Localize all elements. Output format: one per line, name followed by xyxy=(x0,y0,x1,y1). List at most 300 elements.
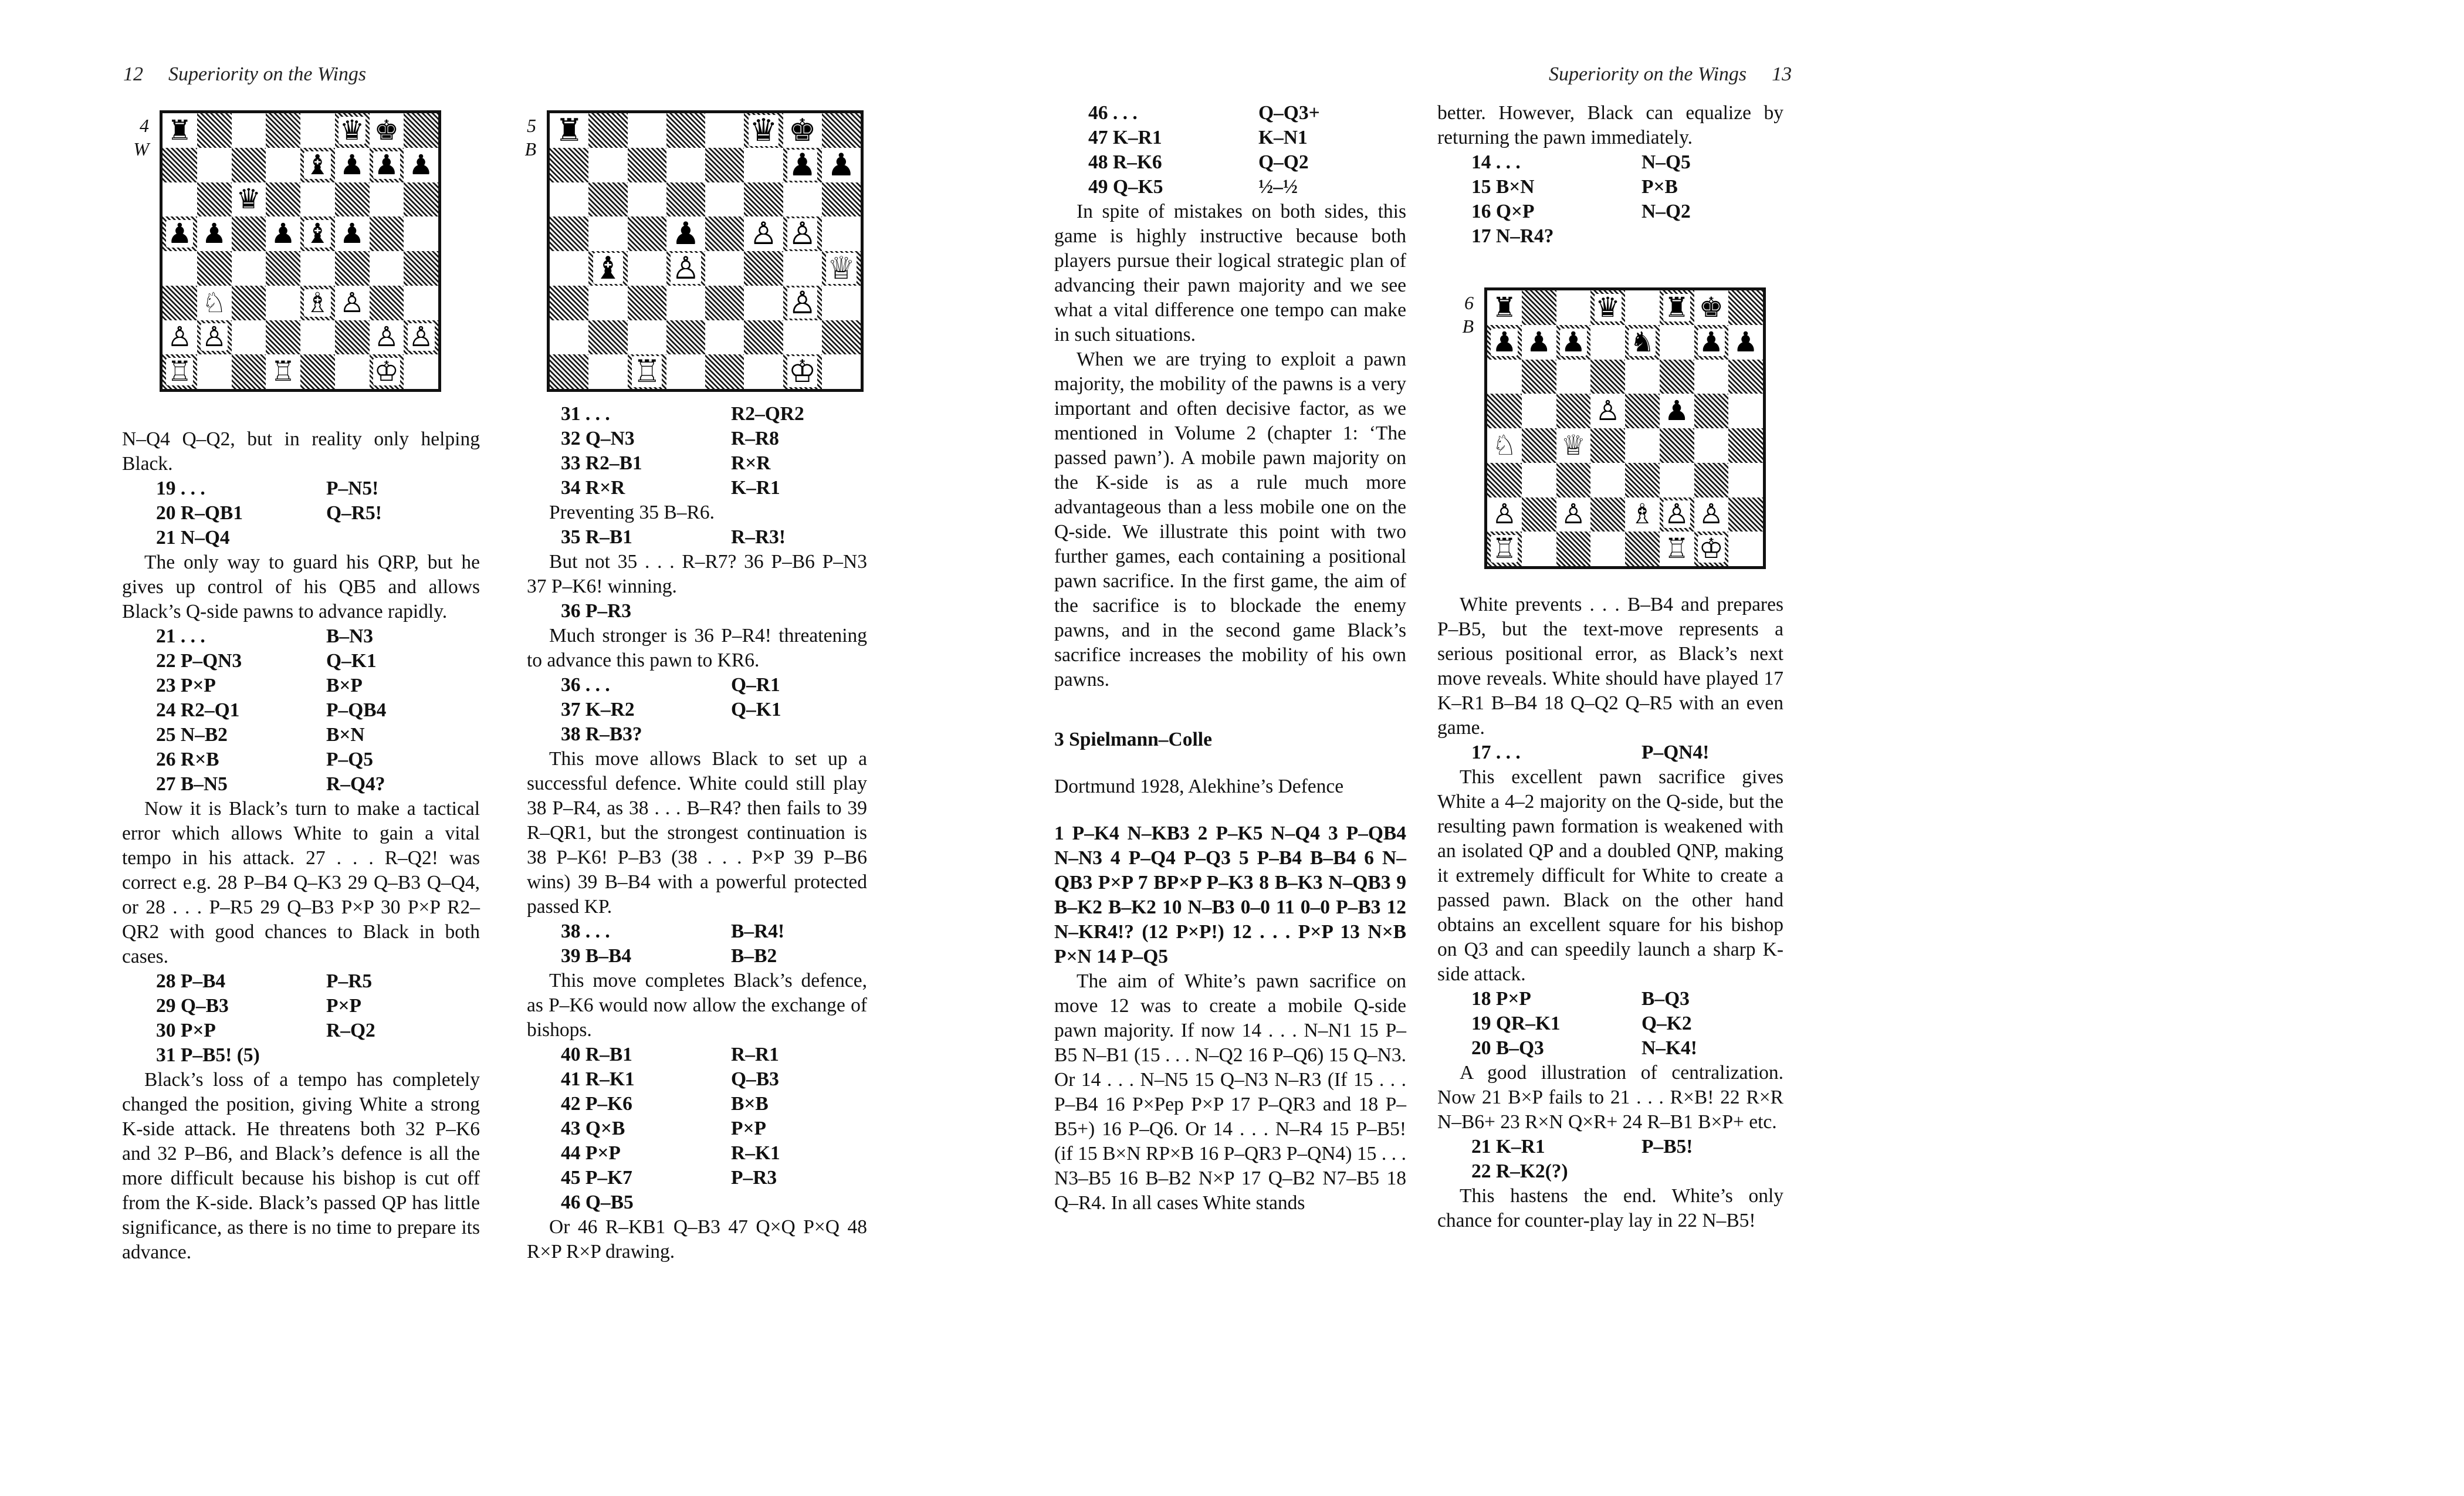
board-square xyxy=(1660,463,1694,497)
move-line xyxy=(1437,987,1783,1011)
board-square xyxy=(1694,463,1729,497)
white-move: 22 R–K2(?) xyxy=(1471,1160,1568,1182)
board-square xyxy=(705,148,744,182)
commentary-paragraph: This hastens the end. White’s only chance for counter-play lay in 22 N–B5! xyxy=(1437,1185,1783,1231)
commentary-paragraph: This move allows Black to set up a successful defence. White could still play 38 P–R4, as 38 . . . B–R4? then fails to 39 R–QR1, but the strongest continuation is 38 P–K6! P–B3 (38 . . . P×P 39 P–B6 wins) 39 B–B4 with a powerful protected passed KP. xyxy=(527,748,867,918)
move-line xyxy=(527,944,867,969)
board-square xyxy=(300,354,335,389)
black-pawn-icon: ♟ xyxy=(1561,326,1586,358)
white-bishop-icon: ♗ xyxy=(305,286,330,319)
board-square xyxy=(666,148,705,182)
black-move: R–Q4? xyxy=(326,773,385,795)
white-move: 43 Q×B xyxy=(561,1118,625,1139)
white-pawn-icon: ♙ xyxy=(408,321,434,354)
white-knight-icon: ♘ xyxy=(1492,429,1517,462)
black-pawn-icon: ♟ xyxy=(788,147,817,182)
board-square xyxy=(1728,532,1763,566)
black-move: Q–Q3+ xyxy=(1258,102,1320,124)
black-pawn-icon: ♟ xyxy=(340,148,365,181)
black-pawn-icon: ♟ xyxy=(340,218,365,251)
black-move: P–B5! xyxy=(1641,1136,1693,1157)
move-line xyxy=(1437,150,1783,175)
black-rook-icon: ♜ xyxy=(167,114,192,147)
board-square xyxy=(666,113,705,148)
board-square xyxy=(404,216,438,251)
white-knight-icon: ♘ xyxy=(202,286,227,319)
board-square xyxy=(1625,360,1660,394)
diagram-6 xyxy=(1462,287,1766,569)
white-rook-icon: ♖ xyxy=(1664,533,1690,566)
board-square xyxy=(1522,532,1556,566)
move-line xyxy=(527,1092,867,1116)
board-square xyxy=(1487,463,1522,497)
white-move: 19 . . . xyxy=(156,478,205,499)
board-square xyxy=(744,182,783,217)
white-move: 17 . . . xyxy=(1471,742,1521,763)
white-queen-icon: ♕ xyxy=(827,251,855,286)
black-move: R–R1 xyxy=(731,1044,779,1065)
board-square xyxy=(550,320,588,355)
black-move: P–N5! xyxy=(326,478,379,499)
board-square xyxy=(1625,394,1660,428)
board-square xyxy=(1590,360,1625,394)
board-square xyxy=(1522,290,1556,325)
board-square xyxy=(1522,360,1556,394)
white-move: 15 B×N xyxy=(1471,176,1535,198)
white-move: 31 P–B5! (5) xyxy=(156,1044,260,1066)
white-move: 26 R×B xyxy=(156,749,219,770)
board-square xyxy=(163,320,197,355)
board-square xyxy=(335,182,370,217)
black-move: R2–QR2 xyxy=(731,403,804,425)
white-rook-icon: ♖ xyxy=(270,356,296,388)
black-bishop-icon: ♝ xyxy=(305,148,330,181)
board-square xyxy=(197,216,232,251)
board-square xyxy=(1728,428,1763,463)
black-queen-icon: ♛ xyxy=(1595,291,1620,324)
board-square xyxy=(1487,394,1522,428)
white-move: 20 R–QB1 xyxy=(156,502,243,524)
board-square xyxy=(266,113,300,148)
white-move: 46 . . . xyxy=(1088,102,1138,124)
commentary-paragraph: Or 46 R–KB1 Q–B3 47 Q×Q P×Q 48 R×P R×P drawing. xyxy=(527,1216,867,1263)
text-column-2 xyxy=(527,402,867,1264)
commentary-paragraph: Black’s loss of a tempo has completely changed the position, giving White a strong K-side attack. He threatens both 32 P–K6 and 32 P–B6, and Black’s defence is all the more difficult because his bishop is cut off from the K-side. Black’s passed QP has little significance, as there is no time to prepare its advance. xyxy=(122,1069,480,1263)
move-line xyxy=(122,994,480,1018)
board-square xyxy=(1625,497,1660,532)
black-move: P×B xyxy=(1641,176,1678,198)
move-line xyxy=(1054,126,1406,150)
move-line xyxy=(527,427,867,451)
black-move: P–R5 xyxy=(326,970,373,992)
white-move: 24 R2–Q1 xyxy=(156,699,240,721)
board-square xyxy=(232,286,266,320)
black-move: K–R1 xyxy=(731,477,780,499)
board-square xyxy=(628,216,666,251)
white-move: 49 Q–K5 xyxy=(1088,176,1163,198)
white-move: 35 R–B1 xyxy=(561,526,632,548)
board-square xyxy=(588,113,627,148)
board-square xyxy=(1522,428,1556,463)
white-pawn-icon: ♙ xyxy=(1492,498,1517,531)
white-pawn-icon: ♙ xyxy=(788,216,817,251)
board-square xyxy=(335,216,370,251)
white-move: 21 . . . xyxy=(156,625,205,647)
board-square xyxy=(163,251,197,286)
white-queen-icon: ♕ xyxy=(1561,429,1586,462)
white-move: 20 B–Q3 xyxy=(1471,1037,1544,1059)
board-square xyxy=(404,286,438,320)
white-move: 25 N–B2 xyxy=(156,724,228,746)
board-square xyxy=(1694,394,1729,428)
board-square xyxy=(628,286,666,320)
white-bishop-icon: ♗ xyxy=(1630,498,1655,531)
board-square xyxy=(822,216,861,251)
board-square xyxy=(1590,428,1625,463)
move-line xyxy=(527,525,867,550)
page-number: 12 xyxy=(123,63,143,85)
white-move: 41 R–K1 xyxy=(561,1068,635,1090)
board-square xyxy=(705,354,744,389)
board-square xyxy=(705,251,744,286)
board-square xyxy=(1660,360,1694,394)
board-square xyxy=(550,148,588,182)
black-pawn-icon: ♟ xyxy=(672,216,700,251)
board-square xyxy=(1487,290,1522,325)
move-line xyxy=(122,969,480,994)
black-move: P×P xyxy=(731,1118,767,1139)
black-move: P–QB4 xyxy=(326,699,387,721)
black-move: R–R8 xyxy=(731,428,779,449)
board-square xyxy=(588,182,627,217)
board-square xyxy=(1728,497,1763,532)
diagram-number: 5 xyxy=(527,115,536,136)
board-square xyxy=(300,216,335,251)
black-pawn-icon: ♟ xyxy=(827,147,855,182)
board-square xyxy=(1522,394,1556,428)
commentary-paragraph: Much stronger is 36 P–R4! threatening to advance this pawn to KR6. xyxy=(527,625,867,671)
black-move: ½–½ xyxy=(1258,176,1298,198)
white-pawn-icon: ♙ xyxy=(1561,498,1586,531)
white-move: 19 QR–K1 xyxy=(1471,1013,1561,1034)
board-square xyxy=(1694,325,1729,360)
white-pawn-icon: ♙ xyxy=(672,251,700,286)
board-square xyxy=(550,286,588,320)
board-square xyxy=(266,182,300,217)
white-pawn-icon: ♙ xyxy=(202,321,227,354)
white-pawn-icon: ♙ xyxy=(1595,395,1620,428)
board-square xyxy=(666,286,705,320)
black-knight-icon: ♞ xyxy=(1630,326,1655,358)
board-square xyxy=(1660,394,1694,428)
move-line xyxy=(122,772,480,797)
move-line xyxy=(527,919,867,944)
right-page-header xyxy=(1549,63,1792,86)
board-square xyxy=(1728,394,1763,428)
board-square xyxy=(1625,325,1660,360)
board-square xyxy=(300,148,335,182)
white-pawn-icon: ♙ xyxy=(1698,498,1724,531)
board-square xyxy=(404,113,438,148)
board-square xyxy=(1556,463,1591,497)
board-square xyxy=(232,251,266,286)
board-square xyxy=(266,354,300,389)
board-square xyxy=(822,320,861,355)
black-rook-icon: ♜ xyxy=(1492,291,1517,324)
board-square xyxy=(588,354,627,389)
move-line xyxy=(527,1166,867,1190)
running-title: Superiority on the Wings xyxy=(168,63,367,85)
white-move: 38 R–B3? xyxy=(561,723,642,745)
black-move: Q–K1 xyxy=(731,699,781,720)
white-move: 32 Q–N3 xyxy=(561,428,635,449)
move-line xyxy=(1437,1011,1783,1036)
board-square xyxy=(1625,290,1660,325)
move-line xyxy=(1054,101,1406,126)
black-pawn-icon: ♟ xyxy=(270,218,296,251)
black-queen-icon: ♛ xyxy=(340,114,365,147)
board-square xyxy=(370,320,404,355)
black-queen-icon: ♛ xyxy=(749,113,778,148)
move-line xyxy=(1437,740,1783,765)
black-move: N–Q5 xyxy=(1641,151,1691,173)
black-move: Q–R5! xyxy=(326,502,382,524)
left-page xyxy=(0,0,939,1496)
board-square xyxy=(550,113,588,148)
commentary-paragraph: This move completes Black’s defence, as P–K6 would now allow the exchange of bishops. xyxy=(527,970,867,1041)
board-square xyxy=(1556,497,1591,532)
white-move: 14 . . . xyxy=(1471,151,1521,173)
board-square xyxy=(1590,290,1625,325)
board-square xyxy=(783,354,822,389)
move-line xyxy=(527,476,867,500)
white-move: 47 K–R1 xyxy=(1088,127,1162,148)
board-square xyxy=(666,182,705,217)
board-square xyxy=(666,216,705,251)
black-pawn-icon: ♟ xyxy=(1664,395,1690,428)
black-king-icon: ♚ xyxy=(1698,291,1724,324)
chessboard xyxy=(547,110,864,392)
board-square xyxy=(1556,394,1591,428)
black-move: R×R xyxy=(731,452,771,474)
board-square xyxy=(783,251,822,286)
white-rook-icon: ♖ xyxy=(167,356,192,388)
black-move: P–QN4! xyxy=(1641,742,1710,763)
board-square xyxy=(744,113,783,148)
board-square xyxy=(666,251,705,286)
board-square xyxy=(232,113,266,148)
board-square xyxy=(1728,325,1763,360)
black-move: Q–B3 xyxy=(731,1068,779,1090)
board-square xyxy=(822,286,861,320)
running-title: Superiority on the Wings xyxy=(1549,63,1747,85)
game-score: 1 P–K4 N–KB3 2 P–K5 N–Q4 3 P–QB4 N–N3 4 P–Q4 P–Q3 5 P–B4 B–B4 6 N–QB3 P×P 7 BP×P P–K3 8 B–K3 N–QB3 9 B–K2 B–K2 10 N–B3 0–0 11 0–0 P–B3 12 N–KR4!? (12 P×P!) 12 . . . P×P 13 N×B P×N 14 P–Q5 xyxy=(1054,823,1406,967)
black-move: P–R3 xyxy=(731,1167,777,1189)
board-square xyxy=(744,251,783,286)
board-square xyxy=(266,251,300,286)
board-square xyxy=(197,148,232,182)
board-square xyxy=(370,113,404,148)
left-page-header xyxy=(123,63,366,86)
black-pawn-icon: ♟ xyxy=(202,218,227,251)
white-move: 22 P–QN3 xyxy=(156,650,242,672)
board-square xyxy=(1660,428,1694,463)
black-move: R–Q2 xyxy=(326,1020,375,1041)
black-move: P–Q5 xyxy=(326,749,374,770)
commentary-paragraph: When we are trying to exploit a pawn majority, the mobility of the pawns is a very important and often decisive factor, as we mentioned in Volume 2 (chapter 1: ‘The passed pawn’). A mobile pawn majority on the K-side is as a rule much more advantageous than a less mobile one on the Q-side. We illustrate this point with two further games, each containing a positional pawn sacrifice. In the first game, the aim of the sacrifice is to blockade the enemy pawns, and in the second game Black’s sacrifice increases the mobility of his own pawns. xyxy=(1054,348,1406,691)
board-square xyxy=(1625,463,1660,497)
white-pawn-icon: ♙ xyxy=(788,285,817,320)
move-line xyxy=(122,624,480,649)
board-square xyxy=(1728,290,1763,325)
page-number: 13 xyxy=(1772,63,1792,85)
board-square xyxy=(300,286,335,320)
board-square xyxy=(1487,325,1522,360)
board-square xyxy=(1728,360,1763,394)
board-square xyxy=(197,286,232,320)
commentary-paragraph: This excellent pawn sacrifice gives White a 4–2 majority on the Q-side, but the resulting pawn formation is weakened with an isolated QP and a doubled QNP, making it extremely difficult for White to create a passed pawn. Black on the other hand obtains an excellent square for his bishop on Q3 and can speedily launch a sharp K-side attack. xyxy=(1437,766,1783,985)
black-rook-icon: ♜ xyxy=(1664,291,1690,324)
board-square xyxy=(1487,497,1522,532)
board-square xyxy=(588,216,627,251)
diagram-4 xyxy=(133,110,441,392)
board-square xyxy=(1487,360,1522,394)
board-square xyxy=(1694,360,1729,394)
board-square xyxy=(550,216,588,251)
board-square xyxy=(197,320,232,355)
board-square xyxy=(744,286,783,320)
board-square xyxy=(1625,532,1660,566)
white-pawn-icon: ♙ xyxy=(749,216,778,251)
board-square xyxy=(370,148,404,182)
board-square xyxy=(1522,325,1556,360)
board-square xyxy=(335,354,370,389)
white-move: 27 B–N5 xyxy=(156,773,228,795)
move-line xyxy=(527,1141,867,1166)
board-square xyxy=(370,182,404,217)
white-move: 23 P×P xyxy=(156,675,216,696)
board-square xyxy=(197,182,232,217)
side-to-move: B xyxy=(1462,316,1474,337)
board-square xyxy=(744,354,783,389)
move-line xyxy=(122,747,480,772)
white-move: 34 R×R xyxy=(561,477,625,499)
move-line xyxy=(1054,175,1406,199)
board-square xyxy=(628,354,666,389)
board-square xyxy=(232,320,266,355)
board-square xyxy=(783,113,822,148)
board-square xyxy=(163,286,197,320)
board-square xyxy=(588,320,627,355)
black-pawn-icon: ♟ xyxy=(1733,326,1758,358)
board-square xyxy=(300,251,335,286)
white-move: 29 Q–B3 xyxy=(156,995,229,1017)
board-square xyxy=(1694,290,1729,325)
black-bishop-icon: ♝ xyxy=(305,218,330,251)
board-square xyxy=(628,113,666,148)
black-move: P×P xyxy=(326,995,362,1017)
black-king-icon: ♚ xyxy=(788,113,817,148)
board-square xyxy=(370,216,404,251)
board-square xyxy=(266,286,300,320)
move-line xyxy=(527,1043,867,1067)
commentary-paragraph: A good illustration of centralization. Now 21 B×P fails to 21 . . . R×B! 22 R×R N–B6+ 23 R×N Q×R+ 24 R–B1 B×P+ etc. xyxy=(1437,1062,1783,1133)
board-square xyxy=(1487,532,1522,566)
white-move: 16 Q×P xyxy=(1471,201,1535,222)
spacer xyxy=(1054,752,1406,774)
board-square xyxy=(197,251,232,286)
move-line xyxy=(122,723,480,747)
board-square xyxy=(335,320,370,355)
move-line xyxy=(122,698,480,723)
black-pawn-icon: ♟ xyxy=(374,148,399,181)
side-to-move: B xyxy=(524,138,536,160)
board-square xyxy=(1660,497,1694,532)
board-square xyxy=(628,251,666,286)
white-move: 44 P×P xyxy=(561,1142,621,1164)
board-square xyxy=(1660,325,1694,360)
move-line xyxy=(527,1116,867,1141)
commentary-paragraph: Preventing 35 B–R6. xyxy=(549,502,715,523)
board-square xyxy=(163,148,197,182)
board-square xyxy=(163,354,197,389)
board-square xyxy=(197,354,232,389)
white-move: 30 P×P xyxy=(156,1020,216,1041)
black-move: B×N xyxy=(326,724,365,746)
board-square xyxy=(588,148,627,182)
white-move: 45 P–K7 xyxy=(561,1167,632,1189)
board-square xyxy=(1728,463,1763,497)
move-line xyxy=(122,501,480,526)
board-square xyxy=(628,148,666,182)
board-square xyxy=(266,216,300,251)
white-pawn-icon: ♙ xyxy=(167,321,192,354)
white-move: 18 P×P xyxy=(1471,988,1531,1010)
move-line xyxy=(527,599,867,624)
move-line xyxy=(527,722,867,747)
board-square xyxy=(404,148,438,182)
white-rook-icon: ♖ xyxy=(632,354,661,389)
move-line xyxy=(1437,1159,1783,1184)
text-column-1 xyxy=(122,427,480,1265)
board-square xyxy=(1590,532,1625,566)
move-line xyxy=(122,1043,480,1068)
right-page xyxy=(997,0,1819,1496)
move-line xyxy=(527,698,867,722)
board-square xyxy=(705,286,744,320)
board-square xyxy=(822,354,861,389)
board-square xyxy=(783,182,822,217)
white-move: 37 K–R2 xyxy=(561,699,635,720)
white-move: 39 B–B4 xyxy=(561,945,632,967)
commentary-paragraph: N–Q4 Q–Q2, but in reality only helping Black. xyxy=(122,428,480,475)
text-column-4 xyxy=(1437,101,1783,249)
black-move: Q–K2 xyxy=(1641,1013,1692,1034)
board-square xyxy=(1660,290,1694,325)
spacer xyxy=(1054,799,1406,821)
board-square xyxy=(822,182,861,217)
black-move: B×P xyxy=(326,675,363,696)
white-king-icon: ♔ xyxy=(788,354,817,389)
board-square xyxy=(1694,428,1729,463)
text-column-3 xyxy=(1054,101,1406,1216)
board-square xyxy=(1625,428,1660,463)
move-line xyxy=(527,402,867,427)
board-square xyxy=(1590,463,1625,497)
black-pawn-icon: ♟ xyxy=(1527,326,1552,358)
white-move: 40 R–B1 xyxy=(561,1044,632,1065)
black-move: B–B2 xyxy=(731,945,777,967)
